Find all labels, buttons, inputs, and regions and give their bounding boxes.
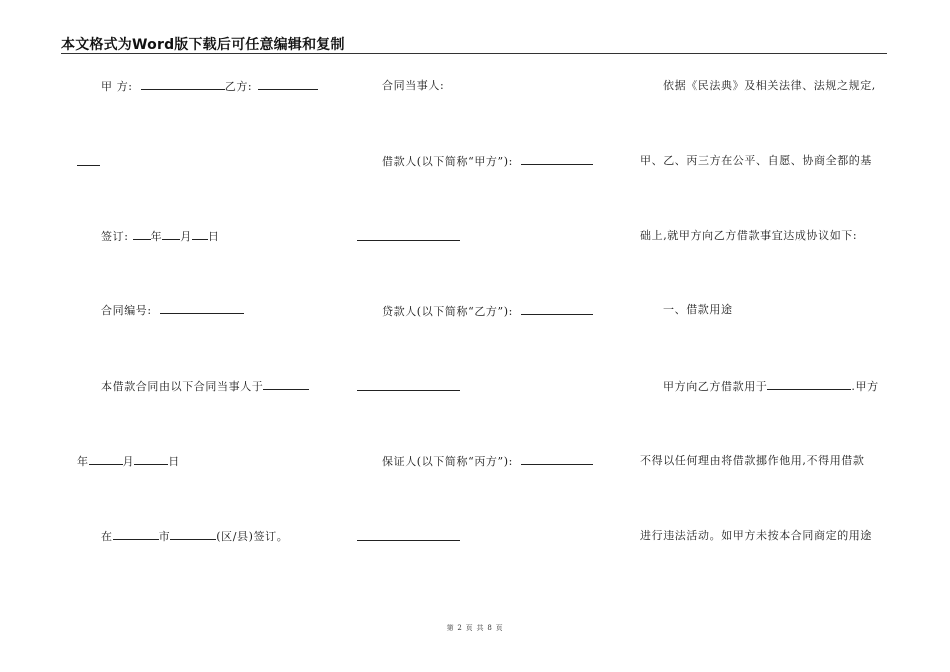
guarantor-blank: [521, 454, 593, 465]
party-a-label: 甲 方:: [101, 80, 133, 93]
intro-day-blank: [134, 454, 168, 465]
borrower-blank-continued: [357, 240, 460, 241]
sign-date-line: [101, 229, 219, 244]
lender-line: [382, 304, 593, 319]
guarantor-label: 保证人(以下简称“丙方”):: [382, 455, 513, 468]
parties-heading: 合同当事人:: [382, 79, 445, 92]
sign-day-blank: [192, 229, 208, 240]
sign-month-blank: [162, 229, 180, 240]
section-heading-purpose: 一、借款用途: [663, 303, 733, 316]
body-line-5: 不得以任何理由将借款挪作他用,不得用借款: [640, 454, 865, 467]
body-line-6: 进行违法活动。如甲方未按本合同商定的用途: [640, 529, 872, 542]
borrower-label: 借款人(以下简称“甲方”):: [382, 155, 513, 168]
place-city-blank: [113, 529, 159, 540]
purpose-blank: [767, 379, 851, 390]
sign-day-label: 日: [207, 230, 220, 243]
sign-year-label: 年: [150, 230, 163, 243]
intro-month-blank: [89, 454, 123, 465]
party-b-blank-continued: [77, 165, 100, 166]
party-b-blank: [258, 79, 318, 90]
lender-blank: [521, 304, 593, 315]
document-header-title: 本文格式为Word版下载后可任意编辑和复制: [61, 37, 345, 53]
sign-label: 签订:: [101, 230, 129, 243]
intro-line: [101, 379, 309, 394]
party-a-line: [101, 79, 318, 94]
party-a-blank: [141, 79, 225, 90]
contract-no-label: 合同编号:: [101, 304, 152, 317]
intro-year-label: 年: [77, 455, 89, 468]
guarantor-line: [382, 454, 593, 469]
place-district-blank: [170, 529, 216, 540]
intro-month-label: 月: [122, 455, 135, 468]
borrower-blank: [521, 154, 593, 165]
party-b-label: 乙方:: [224, 80, 253, 93]
place-line: [101, 529, 288, 544]
city-label: 市: [158, 530, 171, 543]
purpose-post-text: .甲方: [851, 380, 879, 393]
purpose-pre-text: 甲方向乙方借款用于: [663, 380, 768, 393]
page-number: 第 2 页 共 8 页: [446, 624, 504, 632]
body-line-1: 依据《民法典》及相关法律、法规之规定,: [663, 79, 876, 92]
contract-no-blank: [160, 303, 244, 314]
intro-blank: [263, 379, 309, 390]
guarantor-blank-continued: [357, 540, 460, 541]
sign-year-blank: [133, 229, 151, 240]
intro-text: 本借款合同由以下合同当事人于: [101, 380, 264, 393]
intro-day-label: 日: [168, 455, 180, 468]
lender-label: 贷款人(以下简称“乙方”):: [382, 305, 513, 318]
contract-number-line: [101, 303, 244, 318]
body-line-2: 甲、乙、丙三方在公平、自愿、协商全都的基: [640, 154, 872, 167]
borrower-line: [382, 154, 593, 169]
purpose-line: [663, 379, 879, 394]
district-label: (区/县)签订。: [216, 530, 289, 543]
intro-date-line: [77, 454, 180, 469]
body-line-3: 础上,就甲方向乙方借款事宜达成协议如下:: [640, 229, 858, 242]
sign-month-label: 月: [180, 230, 192, 243]
header-divider: [61, 53, 887, 54]
lender-blank-continued: [357, 390, 460, 391]
place-at-label: 在: [101, 530, 113, 543]
